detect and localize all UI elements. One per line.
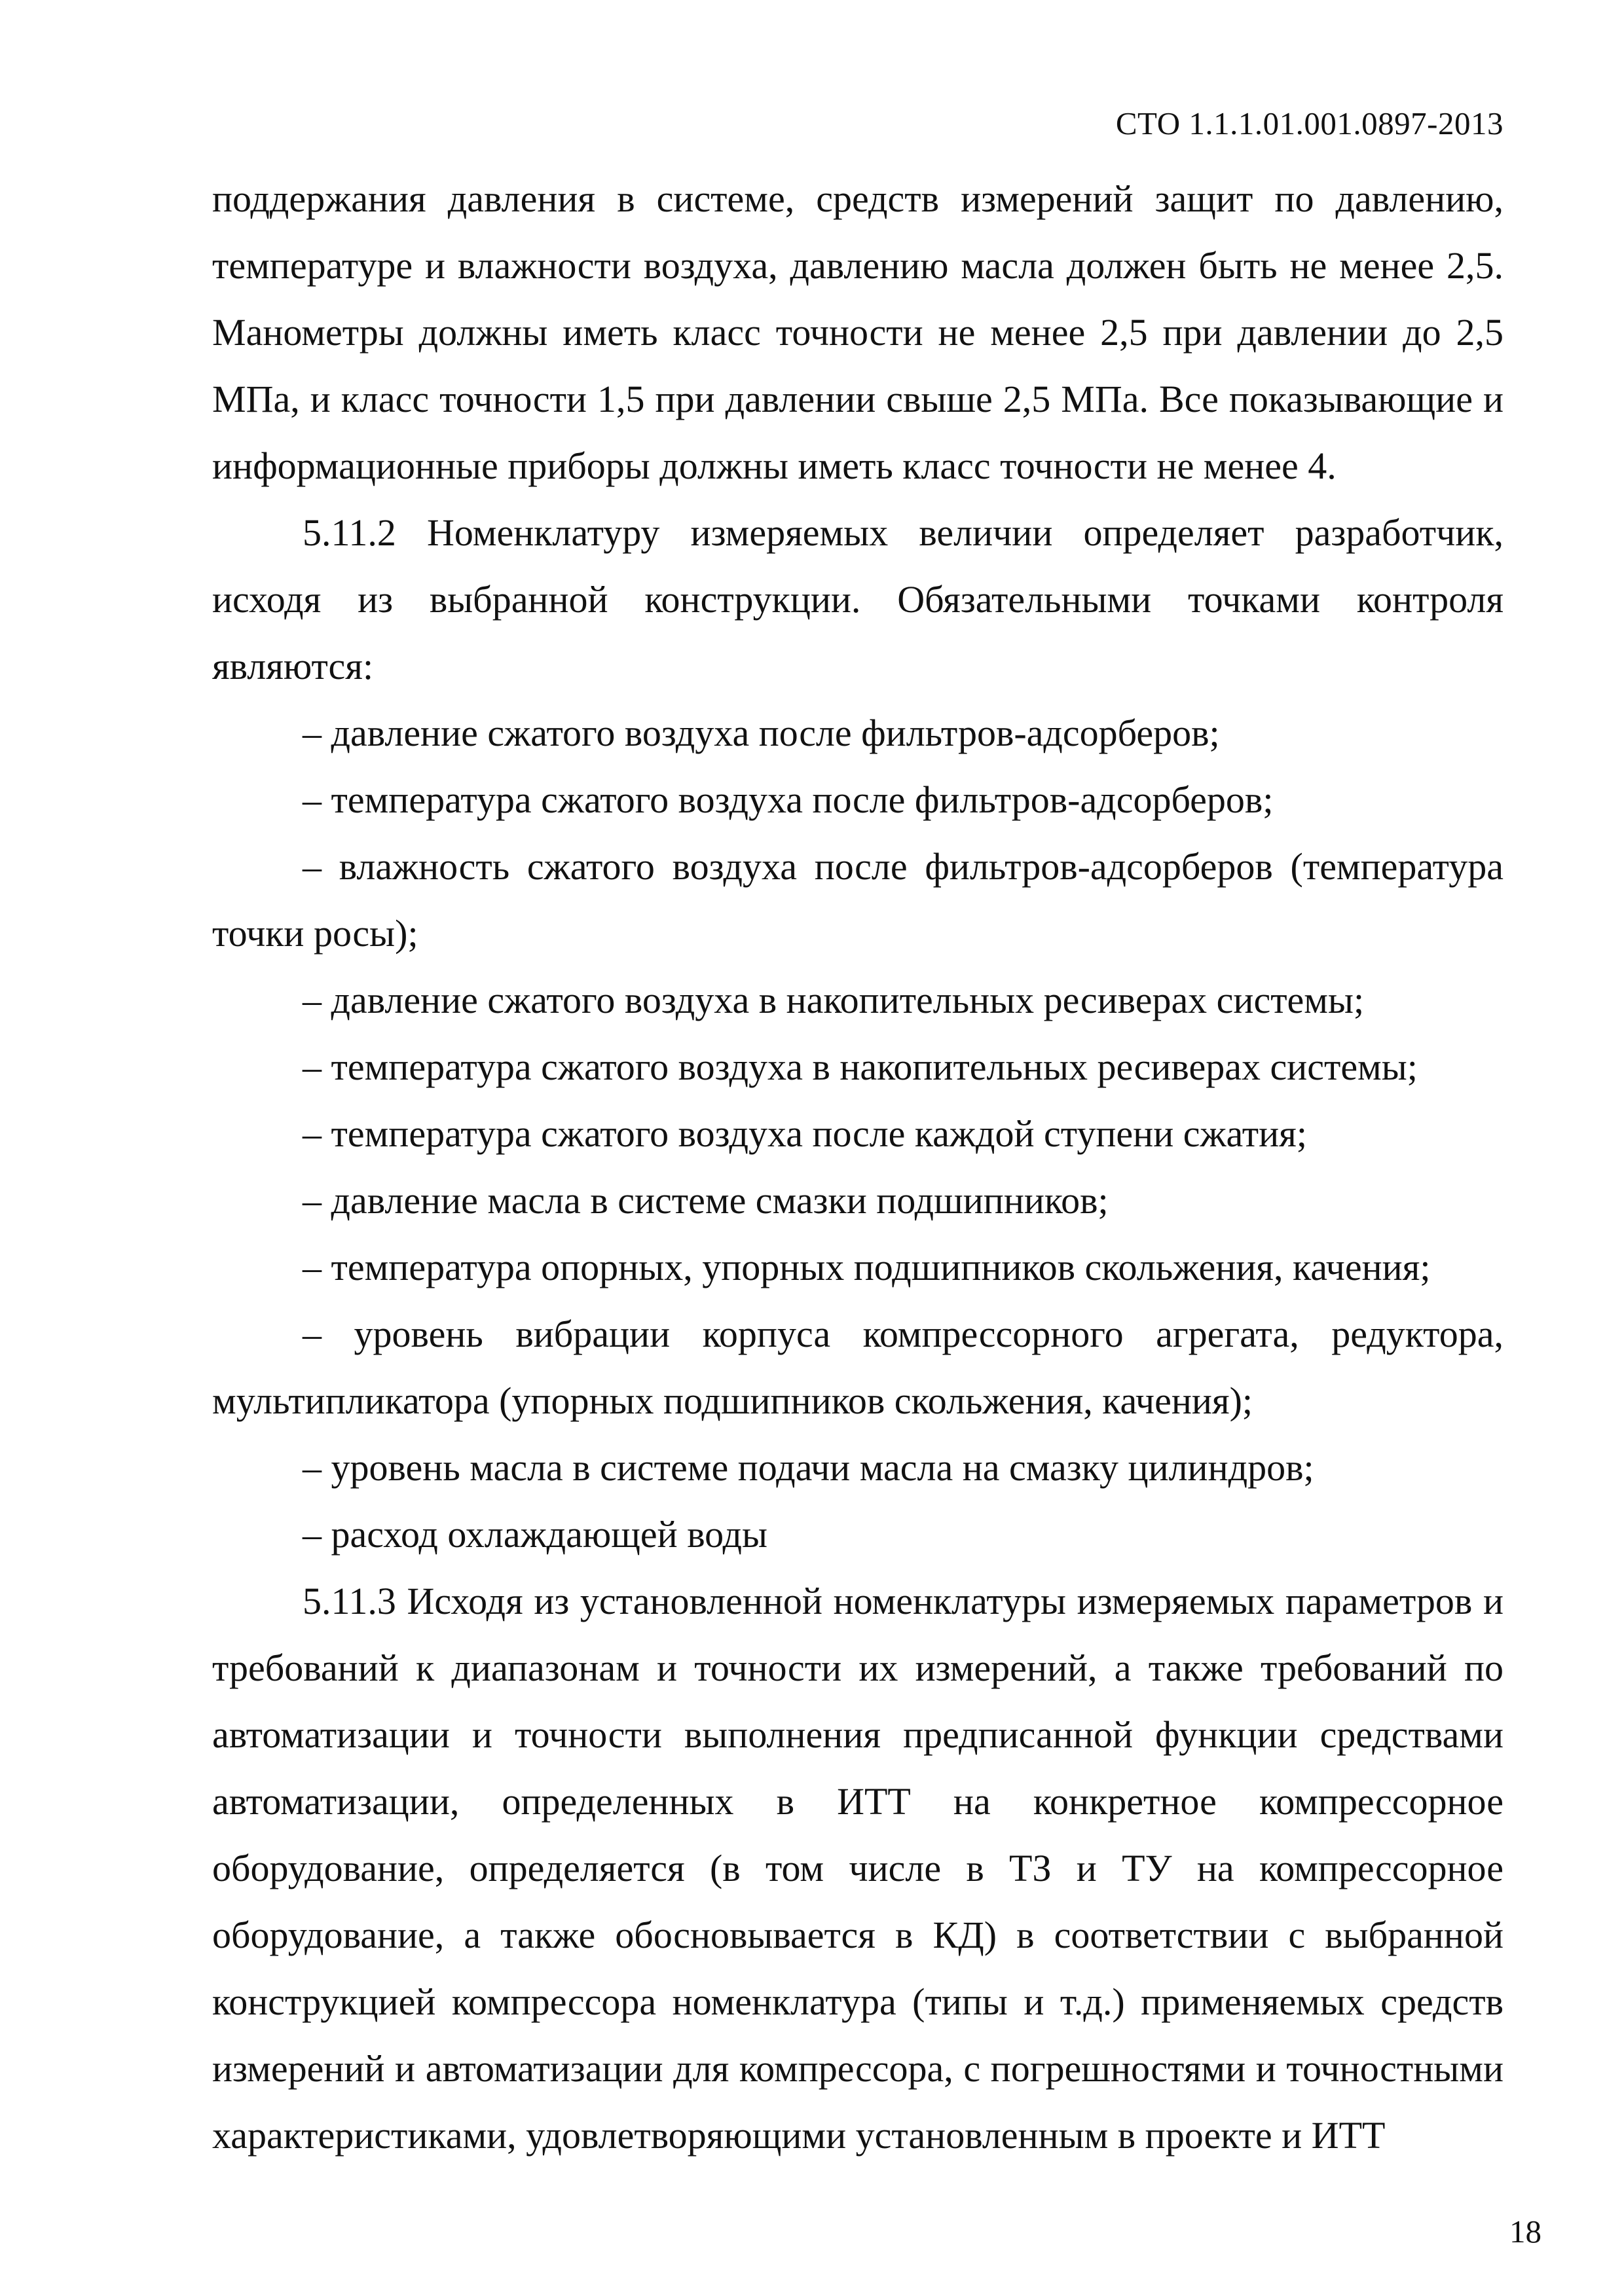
paragraph-continuation: поддержания давления в системе, средств измерений защит по давлению, температуре и влажности воздуха, давлению масла должен быть не менее 2,5. Манометры должны иметь класс точности не менее 2,5 при давлении до 2,5 МПа, и класс точности 1,5 при давлении свыше 2,5 МПа. Все показывающие и информационные приборы должны иметь класс точности не менее 4. [212,177,1504,487]
list-item: – уровень вибрации корпуса компрессорного агрегата, редуктора, мультипликатора (упорных подшипников скольжения, качения); [212,1313,1504,1422]
paragraph-5-11-2: 5.11.2 Номенклатуру измеряемых величии определяет разработчик, исходя из выбранной конструкции. Обязательными точками контроля являются: [212,511,1504,687]
list-item: – давление сжатого воздуха в накопительных ресиверах системы; [303,979,1365,1021]
list-item: – температура сжатого воздуха после каждой ступени сжатия; [303,1112,1307,1155]
list-item: – давление масла в системе смазки подшипников; [303,1179,1109,1222]
paragraph-5-11-3: 5.11.3 Исходя из установленной номенклатуры измеряемых параметров и требований к диапазонам и точности их измерений, а также требований по автоматизации и точности выполнения предписанной функции средствами автоматизации, определенных в ИТТ на конкретное компрессорное оборудование, определяется (в том числе в ТЗ и ТУ на компрессорное оборудование, а также обосновывается в КД) в соответствии с выбранной конструкцией компрессора номенклатура (типы и т.д.) применяемых средств измерений и автоматизации для компрессора, с погрешностями и точностными характеристиками, удовлетворяющими установленным в проекте и ИТТ [212,1580,1504,2157]
document-body [212,166,1504,2169]
document-code-header: СТО 1.1.1.01.001.0897-2013 [1115,105,1504,141]
list-item: – температура сжатого воздуха в накопительных ресиверах системы; [303,1046,1418,1088]
list-item: – температура опорных, упорных подшипников скольжения, качения; [303,1246,1431,1288]
list-item: – давление сжатого воздуха после фильтров-адсорберов; [303,712,1220,754]
control-points-list [212,700,1504,1568]
list-item: – влажность сжатого воздуха после фильтров-адсорберов (температура точки росы); [212,845,1504,955]
list-item: – уровень масла в системе подачи масла на смазку цилиндров; [303,1446,1314,1489]
list-item: – температура сжатого воздуха после фильтров-адсорберов; [303,778,1274,821]
list-item: – расход охлаждающей воды [303,1513,767,1556]
page-number: 18 [1509,2214,1541,2250]
